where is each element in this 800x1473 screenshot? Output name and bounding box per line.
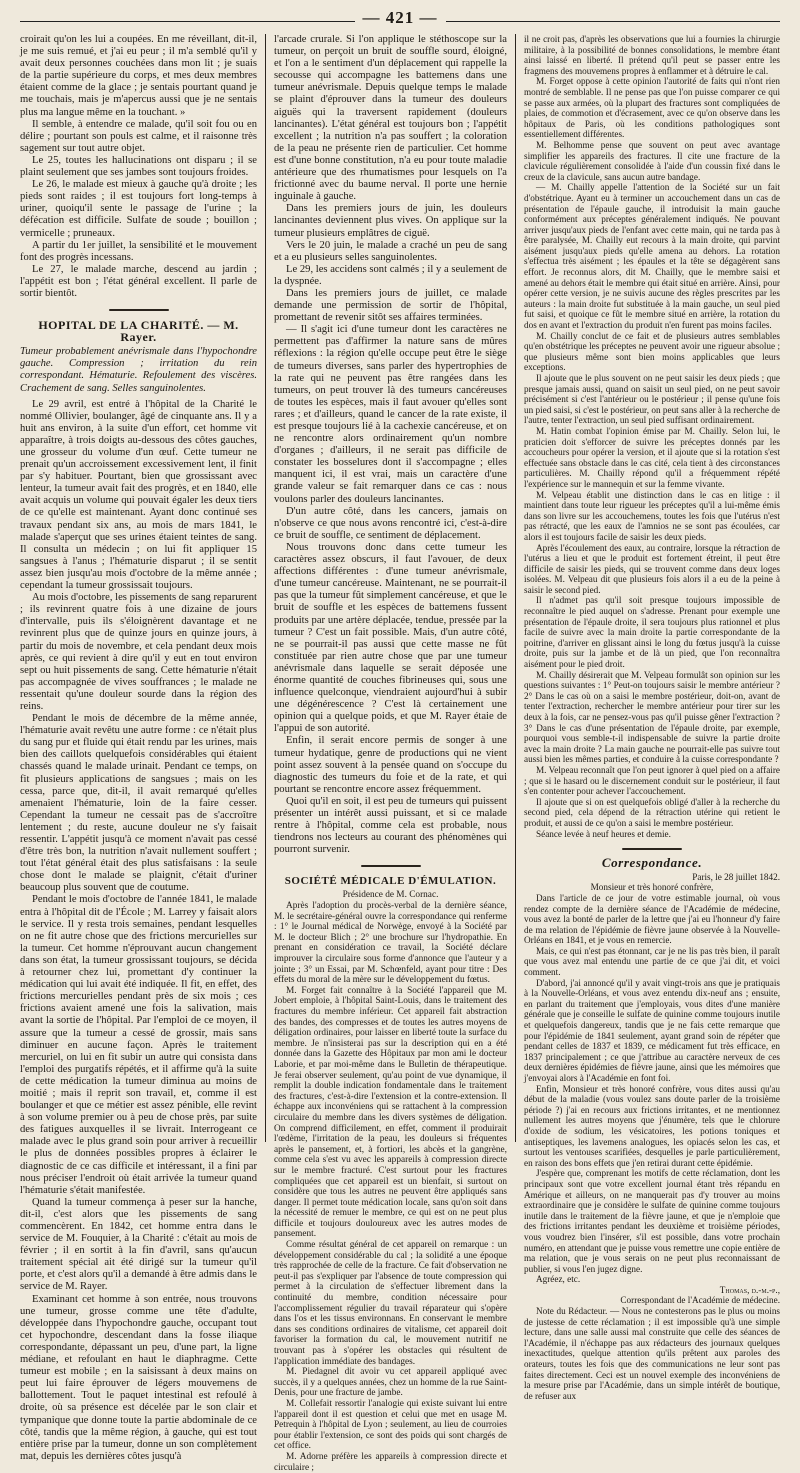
paragraph: Il ajoute que le plus souvent on ne peut saisir les deux pieds ; que presque jamais aussi, quand on saisit un seul pied, on ne peut savoir précisément si c'est l'antérieur ou le postérieur ; il pense qu'une fois un pied saisi, si c'est le postérieur, on peut sans aller à la recherche de l'autre, tenter l'extraction, un seul pied suffisant ordinairement. xyxy=(524,373,780,426)
paragraph: Pendant le mois de décembre de la même année, l'hématurie avait revêtu une autre forme : ce n'était plus du sang pur et fluide qui était rendu par les urines, mais bien des caillots quelquefois considérables qui étaient chassés quand le malade urinait. Pendant ce temps, on fit plusieurs applications de sangsues ; mais on les cessa, parce que, dit-il, il avait remarqué qu'elles amenaient l'hématurie, loin de la faire cesser. Cependant la tumeur ne cessait pas de s'accroître lentement ; du reste, aucune douleur ne s'y faisait ressentir. L'appétit jusqu'à ce moment n'avait pas cessé d'être très bon, la nutrition n'avait nullement souffert ; tout l'état général était des plus satisfaisans : la seule chose dont le malade se plaignit, c'était d'uriner beaucoup plus souvent que de coutume. xyxy=(20,713,257,894)
paragraph: Examinant cet homme à son entrée, nous trouvons une tumeur, grosse comme une tête d'adulte, développée dans l'hypochondre gauche, occupant tout cet hypochondre, descendant dans la fosse iliaque correspondante, dépassant un peu, d'une part, la ligne médiane, et refoulant en haut le diaphragme. Cette tumeur est mobile ; en la saisissant à deux mains on peut lui faire éprouver de légers mouvemens de ballottement. Tout le paquet intestinal est refoulé à droite, où sa présence est décelée par le son clair et tympanique que donne toute la partie abdominale de ce côté, tandis que la même région, à gauche, qui est tout entière prise par la tumeur, donne un son complètement mat, depuis les dernières côtes jusqu'à xyxy=(20,1293,257,1462)
paragraph: M. Piedagnel dit avoir vu cet appareil appliqué avec succès, il y a quelques années, chez un homme de la rue Saint-Denis, pour une fracture de jambe. xyxy=(274,1367,507,1399)
page-number: — 421 — xyxy=(355,8,446,28)
paragraph: Le 29 avril, est entré à l'hôpital de la Charité le nommé Ollivier, boulanger, âgé de cinquante ans. Il y a huit ans environ, à la suite d'un effort, cet homme vit apparaître, à trois doigts au-dessous des côtes gauches, une grosseur du volume d'un œuf. Cette tumeur ne prenait qu'un accroissement excessivement lent, il finit par s'y habituer. Pourtant, bien que grossissant avec lenteur, la tumeur avait fait des progrès, et en 1840, elle avait acquis un volume qui pouvait égaler les deux tiers de ce qu'elle est maintenant. Ayant donc continué ses travaux pendant six ans, au mois de mars 1841, le malade s'aperçut que ses urines étaient teintes de sang. Il consulta un médecin ; on lui fit appliquer 15 sangsues à l'anus ; l'hématurie disparut ; il se sentit assez bien jusqu'au mois d'octobre de la même année ; cependant la tumeur grossissait toujours. xyxy=(20,398,257,592)
paragraph: D'abord, j'ai annoncé qu'il y avait vingt-trois ans que je pratiquais à la Nouvelle-Orléans, et vous avez entendu dix-neuf ans ; ensuite, en parlant du traitement que j'employais, vous dites d'une manière générale que je conseille le sulfate de quinine comme toujours inutile et quelquefois dangereux, tandis que je ne fais cette remarque que pour l'épidémie de 1841 seulement, ayant grand soin de répéter que pendant celles de 1837 et 1839, ce médicament fut très efficace, en 1837 principalement ; ce que j'attribue au caractère nerveux de ces deux dernières épidémies de fièvre jaune, ainsi que les mémoires que j'envoyai alors à l'Académie en font foi. xyxy=(524,977,780,1083)
section-divider xyxy=(109,307,169,313)
header-rule-right xyxy=(425,21,780,22)
paragraph: Séance levée à neuf heures et demie. xyxy=(536,828,671,839)
paragraph: M. Hatin combat l'opinion émise par M. Chailly. Selon lui, le praticien doit s'efforcer de suivre les préceptes donnés par les accoucheurs pour opérer la version, et il ajoute que si la rotation s'est effectuée sans obstacle dans le cas cité, cela tient à des circonstances particulières. M. Chailly répond qu'il a fréquemment répété l'expérience sur le mannequin et sur la femme vivante. xyxy=(524,425,780,489)
paragraph: Après l'adoption du procès-verbal de la dernière séance, M. le secrétaire-général ouvre la correspondance qui renferme : 1° le Journal médical de Norwège, envoyé à la Société par M. le docteur Blich ; 2° une brochure sur l'hydropathie. En prenant en considération ce travail, la Société déclare improuver la circulaire sous forme d'annonce que l'auteur y a jointe ; 3° un Essai, par M. Schœnfeld, ayant pour titre : Des effets du moral de la mère sur le développement du fœtus. xyxy=(274,901,507,986)
editor-note: Note du Rédacteur. — Nous ne contesterons pas le plus ou moins de justesse de cette réclamation ; il est impossible qu'à une simple lecture, dans une salle aussi mal construite que celle des séances de l'Académie, il n'échappe pas aux rédacteurs des journaux quelques inexactitudes, quelque attention qu'ils prêtent aux paroles des orateurs, toutes les fois que des communications ne leur sont pas faites directement. Ceci est un nouvel exemple des inconvéniens de la mesure prise par l'Académie, dans un simple intérêt de boutique, de refuser aux xyxy=(524,1306,780,1401)
signature-name: Thomas, d.-m.-p., xyxy=(719,1284,780,1295)
column-1 xyxy=(20,34,266,1462)
paragraph: Mais, ce qui n'est pas étonnant, car je ne lis pas très bien, il paraît que vous avez mal entendu une partie de ce que j'ai dit, et voici comment. xyxy=(524,945,780,978)
paragraph: Quand la tumeur commença à peser sur la hanche, dit-il, c'est alors que les pissements de sang commencèrent. En 1842, cet homme entra dans le service de M. Fouquier, à la Charité : c'était au mois de février ; il en sortit à la fin d'avril, sans qu'aucun traitement spécial ait été dirigé sur la tumeur qu'il porte, et c'est alors qu'il a demandé à être admis dans le service de M. Rayer. xyxy=(20,1196,257,1293)
dateline: Paris, le 28 juillet 1842. xyxy=(692,871,780,882)
paragraph: Dans les premiers jours de juillet, ce malade demande une permission de sortir de l'hôpital, promettant de revenir sitôt ses affaires terminées. xyxy=(274,287,507,324)
paragraph: Enfin, Monsieur et très honoré confrère, vous dites aussi qu'au début de la maladie (vous voulez sans doute parler de la troisième période ?) j'ai en recours aux frictions irritantes, et ne mentionnez nullement les autres moyens que j'énumère, tels que le chlorure d'oxide de sodium, les vésicatoires, les potions toniques et antiseptiques, les lavemens analogues, les opiacés selon les cas, et surtout les ventouses scarifiées, desquelles je parle particulièrement, en raison des bons effets que j'en retirai durant cette épidémie. xyxy=(524,1083,780,1168)
paragraph: Le 27, le malade marche, descend au jardin ; l'appétit est bon ; l'état général excellent. Il parle de sortir bientôt. xyxy=(20,263,257,299)
columns xyxy=(20,34,780,1473)
paragraph: — M. Chailly appelle l'attention de la Société sur un fait d'obstétrique. Ayant eu à terminer un accouchement dans un cas de présentation de l'épaule gauche, il introduisit la main gauche conformément aux préceptes généralement indiqués. Ne pouvant arriver jusqu'aux pieds de l'enfant avec cette main, qui ne tarda pas à être paralysée, M. Chailly eut recours à la main droite, qui parvint aisément jusqu'aux pieds qu'elle amena au dehors. La rotation s'effectua très aisément ; les épaules et la tête se dégagèrent sans effort. Je reconnus alors, dit M. Chailly, que le membre saisi et amené au dehors était le membre qui était situé en arrière. Ainsi, pour opérer cette version, je ne suivis aucune des règles prescrites par les auteurs : la main droite fut substituée à la main gauche, un seul pied fut saisi, et quoique ce fût le membre situé en arrière, la rotation du dos en avant et l'extraction du produit n'en furent pas moins faciles. xyxy=(524,182,780,331)
paragraph: Vers le 20 juin, le malade a craché un peu de sang et a eu plusieurs selles sanguinolentes. xyxy=(274,239,507,263)
paragraph: M. Collefait ressortir l'analogie qui existe suivant lui entre l'appareil dont il est question et celui que met en usage M. Petrequin à l'hôpital de Lyon ; seulement, au lieu de courroies pour établir l'extension, ce sont des poids qui sont chargés de cet office. xyxy=(274,1398,507,1452)
section-title-hopital-charite: HOPITAL DE LA CHARITÉ. — M. Rayer. xyxy=(38,318,239,345)
paragraph: M. Velpeau établit une distinction dans le cas en litige : il maintient dans toute leur rigueur les préceptes qu'il a lui-même émis dans son livre sur les accouchemens, toutes les fois que l'utérus n'est pas rétracté, que les eaux de l'amnios ne se sont pas écoulées, car alors il est toujours facile de saisir les deux pieds. xyxy=(524,489,780,542)
paragraph: Dans les premiers jours de juin, les douleurs lancinantes deviennent plus vives. On applique sur la tumeur plusieurs emplâtres de ciguë. xyxy=(274,203,507,239)
paragraph: M. Belhomme pense que souvent on peut avec avantage simplifier les appareils des fractures. Il cite une fracture de la clavicule régulièrement consolidée à l'aide d'un coussin fixé dans le creux de la clavicule, sans aucun autre bandage. xyxy=(524,139,780,182)
paragraph: Il n'admet pas qu'il soit presque toujours impossible de reconnaître le pied auquel on s'adresse. Prenant pour exemple une présentation de l'épaule droite, il sera toujours plus rationnel et plus facile de suivre avec la main droite la partie correspondante de la poitrine, d'arriver en glissant ainsi le long du fœtus jusqu'à la cuisse droite, puis sur la jambe et de là un pied, que l'on reconnaîtra aisément pour le pied droit. xyxy=(524,595,780,670)
closing: Agréez, etc. xyxy=(536,1274,581,1285)
paragraph: M. Chailly désirerait que M. Velpeau formulât son opinion sur les questions suivantes : 1° Peut-on toujours saisir le membre antérieur ? 2° Dans le cas où on a saisi le membre postérieur, doit-on, avant de tenter l'extraction, rechercher le membre antérieur pour tirer sur les deux à la fois, car ne pensez-vous pas qu'il puisse gêner l'extraction ? 3° Dans le cas d'une présentation de l'épaule droite, par exemple, pourquoi vous semble-t-il indispensable de suivre la partie droite avec la main droite ? La main gauche ne pourrait-elle pas suivre tout aussi bien les mêmes parties, et conduire à la cuisse correspondante ? xyxy=(524,669,780,765)
column-3 xyxy=(516,34,780,1401)
paragraph: Enfin, il serait encore permis de songer à une tumeur hydatique, genre de productions qui ne vient point assez souvent à la pensée quand on s'occupe du diagnostic des tumeurs du foie et de la rate, et qui pourtant se rencontre encore assez fréquemment. xyxy=(274,735,507,795)
paragraph: M. Forget fait connaître à la Société l'appareil que M. Jobert emploie, à l'hôpital Saint-Louis, dans le traitement des fractures du membre inférieur. Cet appareil fait abstraction des bandes, des compresses et de toutes les autres moyens de déligation ordinaires, pour laisser en liberté toute la surface du membre. Je n'insisterai pas sur la description qui en a été donnée dans la Gazette des Hôpitaux par mon ami le docteur Laborie, et par moi-même dans le Bulletin de thérapeutique. Je ferai observer seulement, qu'au point de vue dynamique, il remplit la double indication fondamentale dans le traitement des fractures, c'est-à-dire l'extension et la contre-extension. Il échappe aux inconvéniens qui se rattachent à la compression circulaire du membre dans les divers systèmes de déligation. On comprend difficilement, en effet, comment il produirait l'œdème, l'irritation de la peau, les douleurs si fréquentes après le pansement, et, à fortiori, les abcès et la gangrène, comme cela s'est vu avec les appareils à compression directe sur le membre fracturé. C'est surtout pour les fractures compliquées que cet appareil est un bienfait, si surtout on considère que tous les autres ne peuvent être appliqués sans danger. Il permet toute médication locale, sans qu'on soit dans la nécessité de remuer le membre, ce qui est on ne peut plus difficile et toujours douloureux avec les autres modes de pansement. xyxy=(274,985,507,1240)
section-divider xyxy=(361,863,421,869)
section-title-societe-emulation: SOCIÉTÉ MÉDICALE D'ÉMULATION. xyxy=(284,875,497,888)
paragraph: Pendant le mois d'octobre de l'année 1841, le malade entra à l'hôpital dit de l'École ; M. Larrey y faisait alors le service. Il y resta trois semaines, pendant lesquelles on ne fit autre chose que des frictions mercurielles sur la tumeur. Cet homme n'éprouvant aucun changement dans son état, la tumeur grossissant toujours, se décida à retourner chez lui, promettant d'y continuer la médication qui lui avait été indiquée. Il fit, en effet, des frictions mercurielles pendant près de six mois ; ces frictions avaient amené une fois la salivation, mais avant la sortie de l'hôpital. Par l'emploi de ce moyen, il assure que la tumeur a cessé de grossir, mais sans diminuer en aucune façon. Après le traitement mercuriel, on lui en fit subir un autre qui consista dans l'emploi des purgatifs répétés, et il affirme qu'à la suite de cette médication la tumeur diminua au moins de moitié ; mais il reprit son travail, et, comme il est boulanger et que ce métier est assez pénible, elle revint à son volume premier ou à peu de chose près, par suite des fatigues auxquelles il se livrait. Interrogeant ce malade avec le plus grand soin pour arriver à recueillir le plus de données possibles propres à éclairer le diagnostic de ce cas difficile et intéressant, il a fini par nous préciser l'endroit où était arrivée la tumeur quand l'hématurie s'était manifestée. xyxy=(20,894,257,1196)
paragraph: l'arcade crurale. Si l'on applique le stéthoscope sur la tumeur, on perçoit un bruit de souffle sourd, éloigné, et l'on a le sentiment d'un déplacement qui rappelle la secousse qui accompagne les battemens dans une tumeur anévrismale. Depuis quelque temps le malade se plaint d'éprouver dans la tumeur des douleurs aiguës qui la traversent rapidement (douleurs lancinantes). L'état général est toujours bon ; l'appétit excellent ; la nutrition n'a pas souffert ; la coloration de la peau ne présente rien de particulier. Cet homme est d'une bonne constitution, n'a eu pour toute maladie antérieure que des rhumatismes pour lesquels on l'a frictionné avec du baume nerval. Il porte une hernie inguinale à gauche. xyxy=(274,34,507,203)
paragraph: Quoi qu'il en soit, il est peu de tumeurs qui puissent présenter un intérêt aussi puissant, et si ce malade rentre à l'hôpital, comme cela est probable, nous tiendrons nos lecteurs au courant des phénomènes qui pourront survenir. xyxy=(274,795,507,856)
section-title-correspondance: Correspondance. xyxy=(601,855,703,871)
page-header xyxy=(20,8,780,34)
paragraph: Le 26, le malade est mieux à gauche qu'à droite ; les pieds sont raides ; il est toujours fort long-temps à uriner, quoiqu'il sente le passage de l'urine ; la défécation est difficile. Sulfate de soude ; bouillon ; vermicelle ; pruneaux. xyxy=(20,179,257,239)
paragraph: croirait qu'on les lui a coupées. En me réveillant, dit-il, je me suis remué, et j'ai eu peur ; il m'a semblé qu'il y avait deux personnes couchées dans mon lit ; je suais de la partie supérieure du corps, et mes deux membres étaient comme de la glace ; je sentais pourtant quand je me touchais, mais je m'apercus aussi que je ne sentais plus ma langue même en la touchant. » xyxy=(20,34,257,118)
header-rule-left xyxy=(20,21,375,22)
paragraph: Le 25, toutes les hallucinations ont disparu ; il se plaint seulement que ses jambes sont toujours froides. xyxy=(20,154,257,179)
paragraph: M. Velpeau reconnaît que l'on peut ignorer à quel pied on a affaire ; que si le hasard ou le discernement conduit sur le postérieur, il faut s'en contenter pour achever l'accouchement. xyxy=(524,764,780,797)
paragraph: Nous trouvons donc dans cette tumeur les caractères assez obscurs, il faut l'avouer, de deux affections différentes : d'une tumeur anévrismale, d'une tumeur cancéreuse. Maintenant, ne se pourrait-il pas que la tumeur fût simplement cancéreuse, et que le bruit de souffle et les espèces de battemens fussent produits par une artère déplacée, tendue, pressée par la tumeur ? C'est un fait possible. Mais, d'un autre côté, ne se pourrait-il pas aussi que cette masse ne fût constituée par rien autre chose que par une tumeur anévrismale dans laquelle se serait déposée une énorme quantité de couches fibrineuses qui, sous une influence quelconque, viendraient aujourd'hui à subir une dégénérescence ? C'est là certainement une opinion qui a quelque poids, et que M. Rayer étaie de l'appui de son autorité. xyxy=(274,541,507,735)
salutation: Monsieur et très honoré confrère, xyxy=(590,882,714,893)
paragraph: Après l'écoulement des eaux, au contraire, lorsque la rétraction de l'utérus a lieu et que le produit est fortement étreint, il peut être difficile de saisir les pieds, qui se trouvent comme dans deux loges isolées. M. Velpeau dit que plusieurs fois alors il a eu de la peine à saisir le second pied. xyxy=(524,542,780,595)
paragraph: Il ajoute que si on est quelquefois obligé d'aller à la recherche du second pied, cela dépend de la rétraction utérine qui retient le produit, et aussi de ce qu'on a saisi le membre postérieur. xyxy=(524,796,780,828)
society-report xyxy=(274,901,507,1473)
paragraph: M. Adorne préfère les appareils à compression directe et circulaire ; xyxy=(274,1451,507,1473)
paragraph: Comme résultat général de cet appareil on remarque : un développement considérable du cal ; la solidité a une époque très rapprochée de celle de la fracture. Ce fait d'observation ne peut-il pas s'expliquer par l'absence de toute compression qui permet à la circulation de s'effectuer librement dans la continuité du membre, condition nécessaire pour l'accomplissement régulier du travail réparateur qui s'opère dans l'os et les tissus environnans. En conservant le membre dans ses conditions ordinaires de vitalisme, cet appareil doit favoriser la formation du cal, le mouvement nutritif ne trouvant pas à s'opérer les obstacles qui résultent de l'application immédiate des bandages. xyxy=(274,1240,507,1367)
paragraph: Au mois d'octobre, les pissements de sang reparurent ; ils revinrent quatre fois à une dizaine de jours d'intervalle, puis ils s'éloignèrent davantage et ne revinrent plus que de quinze jours en quinze jours, à partir du mois de novembre, et cela pendant deux mois après, ce qui revient à dire qu'il y eut en tout environ sept ou huit pissements de sang. Cette hématurie n'était pas accompagnée de vives souffrances ; le malade ne ressentait qu'une douleur sourde dans la région des reins. xyxy=(20,592,257,712)
section-divider xyxy=(622,846,682,852)
paragraph: A partir du 1er juillet, la sensibilité et le mouvement font des progrès incessans. xyxy=(20,239,257,263)
paragraph: J'espère que, comprenant les motifs de cette réclamation, dont les principaux sont que votre excellent journal étant très répandu en Amérique et ailleurs, on ne manquerait pas d'y trouver au moins extraordinaire que je considère le sulfate de quinine comme toujours inutile dans le traitement de la fièvre jaune, et que je n'emploie que des frictions irritantes pendant les deuxième et troisième périodes, vous voudrez bien l'insérer, s'il est possible, dans votre prochain numéro, en attendant que je puisse vous remettre une copie entière de ma relation, que je vous serais on ne peut plus reconnaissant de publier, si vous l'en jugez digne. xyxy=(524,1168,780,1274)
paragraph: — Il s'agit ici d'une tumeur dont les caractères ne permettent pas d'affirmer la nature sans de mûres réflexions : la région qu'elle occupe peut être le siège de tumeurs diverses, sans parler des hypertrophies de la rate qui ne peuvent pas être rangées dans les tumeurs, on peut trouver là des tumeurs cancéreuses de toutes les espèces, mais il faut avouer qu'elles sont rares ; et d'ailleurs, quand le cancer de la rate existe, il est presque toujours lié à la cachexie cancéreuse, et on ne rencontre alors ordinairement qu'un nombre d'organes ; d'ailleurs, il ne serait pas difficile de constater les bosselures dont il s'accompagne ; elles manquent ici, il est vrai, mais un caractère d'une grande valeur se fait remarquer dans ce cas : nous voulons parler des douleurs lancinantes. xyxy=(274,324,507,505)
paragraph: Dans l'article de ce jour de votre estimable journal, où vous rendez compte de la dernière séance de l'Académie de médecine, vous avez la bonté de parler de la lettre que j'ai eu l'honneur d'y faire de ma relation de l'épidémie de fièvre jaune observée à la Nouvelle-Orléans en 1841, et je vous en remercie. xyxy=(524,892,780,946)
paragraph: M. Chailly conclut de ce fait et de plusieurs autres semblables qu'en obstétrique les préceptes ne peuvent avoir une rigueur absolue ; que plusieurs même sont bien moins applicables que leurs exceptions. xyxy=(524,330,780,373)
paragraph: Le 29, les accidens sont calmés ; il y a seulement de la dyspnée. xyxy=(274,263,507,287)
case-subtitle: Tumeur probablement anévrismale dans l'hypochondre gauche. Compression ; irritation du rein correspondant. Hématurie. Refoulement des viscères. Crachement de sang. Selles sanguinolentes. xyxy=(20,346,257,394)
paragraph: M. Forget oppose à cette opinion l'autorité de faits qui n'ont rien montré de semblable. Il ne pense pas que l'on puisse comparer ce qui se passe aux armées, où la plupart des fractures sont compliquées de plaies, de commotion et d'écrasement, avec ce qu'on observe dans les hôpitaux de Paris, où les conditions pathologiques sont essentiellement différentes. xyxy=(524,76,780,140)
paragraph: D'un autre côté, dans les cancers, jamais on n'observe ce que nous avons rencontré ici, c'est-à-dire ce bruit de souffle, ce sentiment de déplacement. xyxy=(274,505,507,541)
paragraph: il ne croit pas, d'après les observations que lui a fournies la chirurgie militaire, à la possibilité de bonnes consolidations, le membre étant ainsi laissé en liberté. Il prétend qu'il peut se passer entre les fragmens des mouvemens propres à enflammer et à détruire le cal. xyxy=(524,34,780,76)
presidence-line: Présidence de M. Cornac. xyxy=(342,890,439,901)
signature-title: Correspondant de l'Académie de médecine. xyxy=(620,1295,780,1306)
column-2 xyxy=(266,34,516,1473)
paragraph: Il semble, à entendre ce malade, qu'il soit fou ou en délire ; pourtant son pouls est calme, et il raisonne très sagement sur tout autre objet. xyxy=(20,118,257,154)
